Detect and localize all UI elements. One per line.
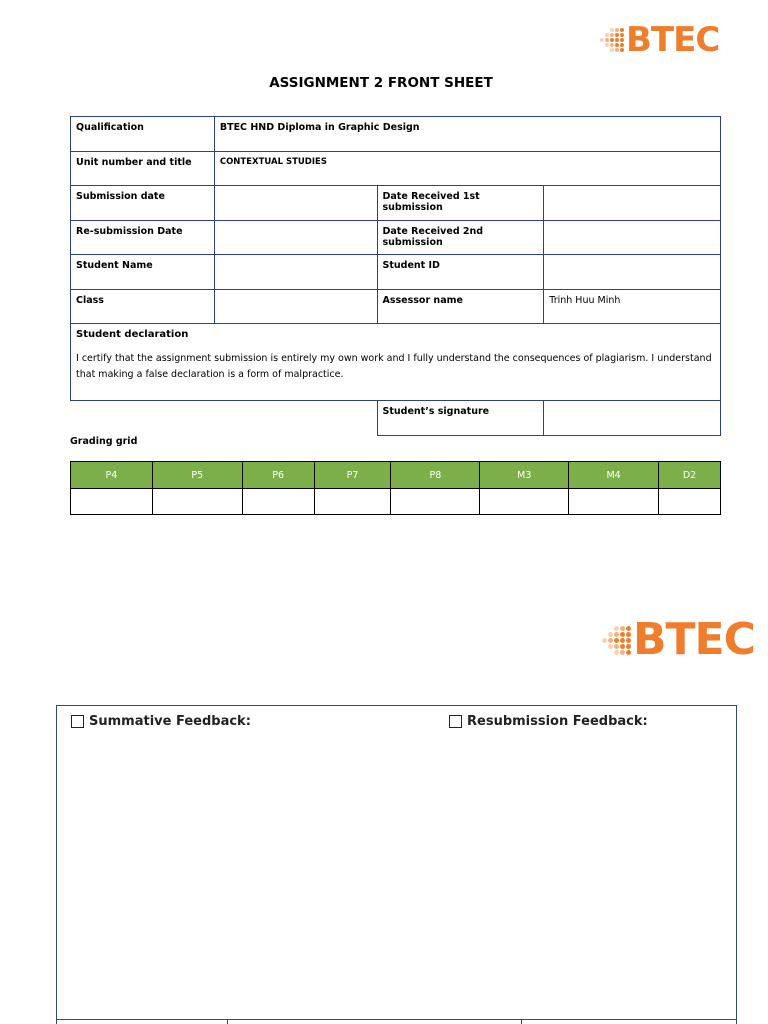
logo-text: BTEC [626,20,720,60]
divider [521,1019,522,1024]
class-field[interactable] [214,289,377,324]
grade-header: P8 [391,462,480,489]
table-row [71,401,721,436]
divider [57,1019,736,1020]
class-label: Class [71,289,215,324]
received-1st-label: Date Received 1st submission [377,186,544,221]
summative-checkbox[interactable] [71,715,84,728]
grade-cell[interactable] [659,489,721,515]
resubmission-checkbox[interactable] [449,715,462,728]
assessor-value: Trinh Huu Minh [544,289,721,324]
grade-cell[interactable] [152,489,242,515]
logo-text: BTEC [633,614,755,665]
grade-cell[interactable] [569,489,659,515]
signature-field[interactable] [544,401,721,436]
front-sheet-table [70,116,721,436]
grading-grid-label: Grading grid [70,436,138,447]
declaration-heading: Student declaration [76,329,189,340]
received-2nd-label: Date Received 2nd submission [377,220,544,255]
grade-header: D2 [659,462,721,489]
summative-feedback-option[interactable] [71,714,251,729]
grade-cell[interactable] [242,489,314,515]
resubmission-date-label: Re-submission Date [71,220,215,255]
blank-cell [71,401,378,436]
student-name-label: Student Name [71,255,215,290]
signature-label: Student’s signature [377,401,544,436]
btec-logo [602,614,755,666]
grade-header: P5 [152,462,242,489]
declaration-text: I certify that the assignment submission is entirely my own work and I fully understand the consequences of plagiarism. I understand that making a false declaration is a form of malpractice. [76,353,712,380]
table-row [71,220,721,255]
grade-cell[interactable] [480,489,569,515]
submission-date-field[interactable] [214,186,377,221]
resubmission-feedback-option[interactable] [449,714,648,729]
grade-cell[interactable] [314,489,391,515]
table-row [71,186,721,221]
grade-header: M4 [569,462,659,489]
student-id-label: Student ID [377,255,544,290]
grading-header-row [71,462,721,489]
received-1st-field[interactable] [544,186,721,221]
grade-header: P4 [71,462,153,489]
qualification-value: BTEC HND Diploma in Graphic Design [214,117,720,152]
divider [227,1019,228,1024]
qualification-label: Qualification [71,117,215,152]
unit-label: Unit number and title [71,151,215,186]
grading-value-row [71,489,721,515]
resubmission-date-field[interactable] [214,220,377,255]
feedback-box [56,705,737,1024]
submission-date-label: Submission date [71,186,215,221]
grade-header: P6 [242,462,314,489]
student-name-field[interactable] [214,255,377,290]
table-row [71,289,721,324]
student-declaration [71,324,721,401]
student-id-field[interactable] [544,255,721,290]
summative-feedback-label: Summative Feedback: [89,714,251,729]
grade-header: P7 [314,462,391,489]
unit-value: CONTEXTUAL STUDIES [214,151,720,186]
table-row [71,151,721,186]
grade-header: M3 [480,462,569,489]
assessor-label: Assessor name [377,289,544,324]
logo-dots-icon [600,28,624,52]
table-row [71,255,721,290]
page-title: ASSIGNMENT 2 FRONT SHEET [269,75,493,91]
grade-cell[interactable] [71,489,153,515]
grade-cell[interactable] [391,489,480,515]
grading-grid [70,461,721,515]
logo-dots-icon [602,626,631,655]
table-row [71,324,721,401]
table-row [71,117,721,152]
received-2nd-field[interactable] [544,220,721,255]
resubmission-feedback-label: Resubmission Feedback: [467,714,648,729]
btec-logo [600,20,719,60]
